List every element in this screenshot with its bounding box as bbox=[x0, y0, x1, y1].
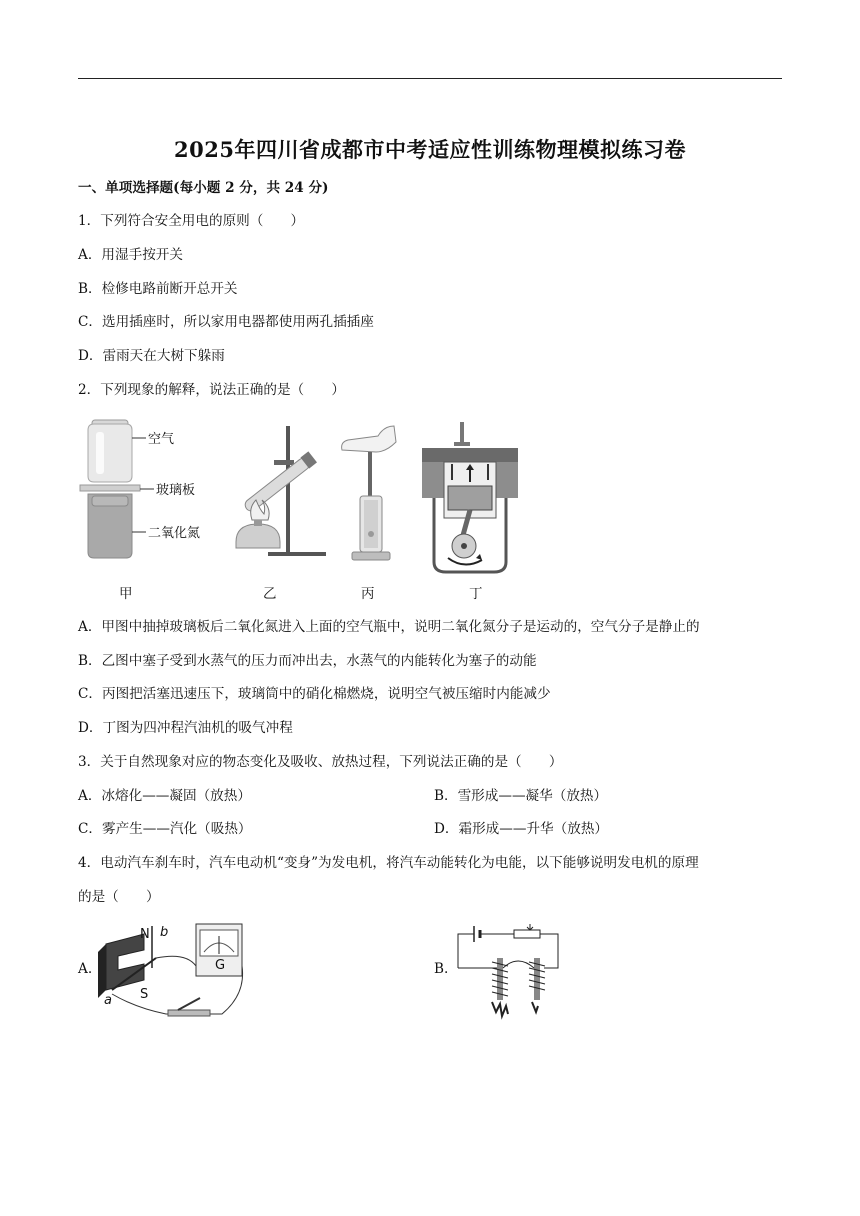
label-air: 空气 bbox=[148, 432, 175, 447]
q4-stem-line1: 4．电动汽车刹车时，汽车电动机“变身”为发电机，将汽车动能转化为电能，以下能够说明发电机的原理 bbox=[78, 855, 699, 871]
figure-ding-engine bbox=[420, 420, 530, 578]
label-s: S bbox=[140, 987, 149, 1002]
q2-option-b: B．乙图中塞子受到水蒸气的压力而冲出去，水蒸气的内能转化为塞子的动能 bbox=[78, 653, 537, 669]
q2-stem: 2．下列现象的解释，说法正确的是（ ） bbox=[78, 382, 345, 398]
section-heading: 一、单项选择题(每小题 2 分，共 24 分) bbox=[78, 180, 329, 196]
label-n: N bbox=[140, 927, 150, 942]
q4-option-b-label: B. bbox=[434, 961, 449, 977]
q3-option-d: D．霜形成——升华（放热） bbox=[434, 821, 609, 837]
q1-stem: 1．下列符合安全用电的原则（ ） bbox=[78, 213, 305, 229]
header-rule bbox=[78, 78, 782, 79]
label-a: a bbox=[104, 993, 112, 1008]
q3-option-a: A．冰熔化——凝固（放热） bbox=[78, 788, 251, 804]
figure-q4b-electromagnets bbox=[456, 922, 566, 1022]
q2-option-d: D．丁图为四冲程汽油机的吸气冲程 bbox=[78, 720, 293, 736]
q2-option-a: A．甲图中抽掉玻璃板后二氧化氮进入上面的空气瓶中，说明二氧化氮分子是运动的，空气分子是静止的 bbox=[78, 619, 700, 635]
label-nitrogen-dioxide: 二氧化氮 bbox=[148, 526, 201, 541]
q3-option-c: C．雾产生——汽化（吸热） bbox=[78, 821, 252, 837]
q3-stem: 3．关于自然现象对应的物态变化及吸收、放热过程，下列说法正确的是（ ） bbox=[78, 754, 563, 770]
page-title: 2025年四川省成都市中考适应性训练物理模拟练习卷 bbox=[174, 137, 686, 162]
q1-option-b: B．检修电路前断开总开关 bbox=[78, 281, 238, 297]
q4-option-a-label: A. bbox=[78, 961, 93, 977]
figure-bing-fire-syringe bbox=[336, 422, 406, 567]
q1-option-c: C．选用插座时，所以家用电器都使用两孔插插座 bbox=[78, 314, 374, 330]
q3-option-b: B．雪形成——凝华（放热） bbox=[434, 788, 608, 804]
caption-yi: 乙 bbox=[263, 586, 277, 602]
label-meter: G bbox=[215, 958, 226, 973]
figure-yi-test-tube bbox=[228, 424, 328, 564]
label-b: b bbox=[160, 925, 169, 940]
caption-ding: 丁 bbox=[469, 586, 483, 602]
q1-option-d: D．雷雨天在大树下躲雨 bbox=[78, 348, 225, 364]
caption-jia: 甲 bbox=[119, 586, 133, 602]
label-glass-plate: 玻璃板 bbox=[156, 483, 196, 498]
figure-q4a-induction bbox=[96, 922, 256, 1024]
caption-bing: 丙 bbox=[361, 586, 375, 602]
figure-jia-diffusion bbox=[78, 416, 218, 566]
q2-option-c: C．丙图把活塞迅速压下，玻璃筒中的硝化棉燃烧，说明空气被压缩时内能减少 bbox=[78, 686, 551, 702]
q4-stem-line2: 的是（ ） bbox=[78, 889, 160, 905]
q1-option-a: A．用湿手按开关 bbox=[78, 247, 183, 263]
